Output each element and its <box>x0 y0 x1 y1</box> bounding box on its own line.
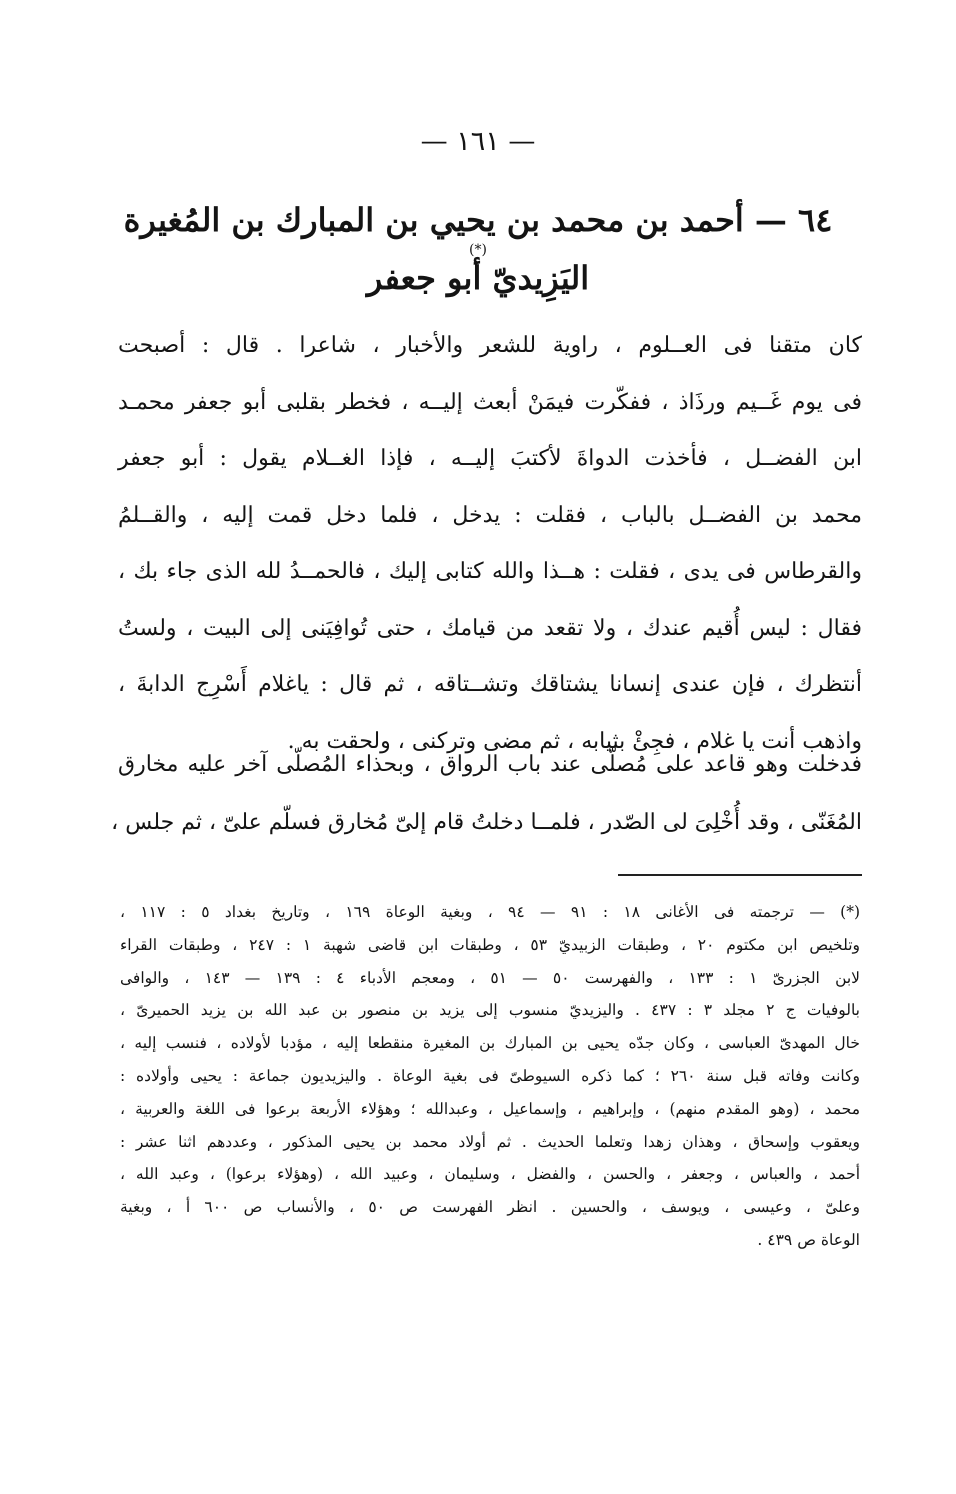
footnote-line: الوعاة ص ٤٣٩ . <box>757 1230 860 1249</box>
text-line: فقال : ليس أُقيم عندك ، ولا تقعد من قيامك ، حتى تُوافِيَنى إلى البيت ، ولستُ <box>118 615 862 641</box>
text-line: المُغَنّى ، وقد أُخْلِىَ لى الصّدر ، فلمــا دخلتُ قام إلىّ مُخارق فسلّم علىّ ، ثم جلس ، <box>111 810 862 835</box>
footnote-line: وتلخيص ابن مكتوم ٢٠ ، وطبقات الزبيديّ ٥٣ ، وطبقات ابن قاضى شهبة ١ : ٢٤٧ ، وطبقات القراء <box>120 935 860 954</box>
footnote-marker: (*) <box>469 242 487 258</box>
paragraph-2 <box>111 736 862 852</box>
footnote-line: محمد ، (وهو المقدم منهم) ، وإبراهيم ، وإسماعيل ، وعبدالله ؛ وهؤلاء الأربعة برعوا فى اللغة والعربية ، <box>120 1099 860 1118</box>
page-number: — ١٦١ — <box>420 126 536 157</box>
footnote-line: بالوفيات ج ٢ مجلد ٣ : ٤٣٧ . واليزيديّ منسوب إلى يزيد بن منصور بن عبد الله بن يزيد الحميرىّ ، <box>120 1001 860 1020</box>
footnote-line: ويعقوب وإسحاق ، وهذان زهدا وتعلما الحديث . ثم أولاد محمد بن يحيى المذكور ، وعددهم اثنا عشر : <box>120 1132 860 1151</box>
text-line: كان متقنا فى العــلوم ، راوية للشعر والأخبار ، شاعرا . قال : أصبحت <box>118 333 862 358</box>
text-line: محمد بن الفضــل بالباب ، فقلت : يدخل ، فلما دخل قمت إليه ، والقــلمُ <box>118 502 862 528</box>
text-line: أنتظرك ، فإن عندى إنسانا يشتاقك وتشــتاقه ، ثم قال : ياغلام أَسْرِج الدابةَ ، <box>118 672 862 697</box>
footnote-line: أحمد ، والعباس ، وجعفر ، والحسن ، والفضل ، وسليمان ، وعبيد الله ، (وهؤلاء برعوا) ، وعبد الله ، <box>120 1165 860 1184</box>
text-line: ابن الفضــل ، فأخذت الدواةَ لأكتبَ إليــه ، فإذا الغــلام يقول : أبو جعفر <box>118 446 862 471</box>
footnote-line: خال المهدىّ العباسى ، وكان جدّه يحيى بن المبارك بن المغيرة منقطعا إليه ، مؤدبا لأولاده ، فنسب إليه ، <box>120 1034 860 1053</box>
footnote-line: وعلىّ ، وعيسى ، ويوسف ، والحسين . انظر الفهرست ص ٥٠ ، والأنساب ص ٦٠٠ أ ، وبغية <box>120 1198 860 1217</box>
paragraph-1 <box>118 318 862 770</box>
text-line: فدخلت وهو قاعد على مُصلّى عند باب الرواق ، وبحذاء المُصلّى آخر عليه مخارق <box>118 752 862 777</box>
footnote-line: (*) — ترجمته فى الأغانى ١٨ : ٩١ — ٩٤ ، وبغية الوعاة ١٦٩ ، وتاريخ بغداد ٥ : ١١٧ ، <box>120 903 861 921</box>
heading-line-2: اليَزِيديّ أبو جعفر <box>366 259 590 297</box>
footnote-line: وكانت وفاته قبل سنة ٢٦٠ ؛ كما ذكره السيوطىّ فى بغية الوعاة . واليزيديون جماعة : يحيى وأولاده : <box>120 1066 860 1085</box>
text-line: واذهب أنت يا غلام ، فجِئْ بثيابه ، ثم مضى وتركنى ، ولحقت به . <box>287 728 862 754</box>
text-line: والقرطاس فى يدى ، فقلت : هــذا والله كتابى إليك ، فالحمــدُ لله الذى جاء بك ، <box>118 559 862 584</box>
footnote-divider <box>618 874 862 876</box>
heading-line-1: ٦٤ — أحمد بن محمد بن يحيي بن المبارك بن المُغيرة <box>123 201 833 239</box>
entry-heading <box>60 198 896 298</box>
footnotes <box>120 896 860 1257</box>
footnote-line: لابن الجزرىّ ١ : ١٣٣ ، والفهرست ٥٠ — ٥١ ، ومعجم الأدباء ٤ : ١٣٩ — ١٤٣ ، والوافى <box>120 968 861 987</box>
text-line: فى يوم غَــيم ورذَاذ ، ففكّرت فيمَنْ أبعث إليــه ، فخطر بقلبى أبو جعفر محمـد <box>118 389 862 415</box>
